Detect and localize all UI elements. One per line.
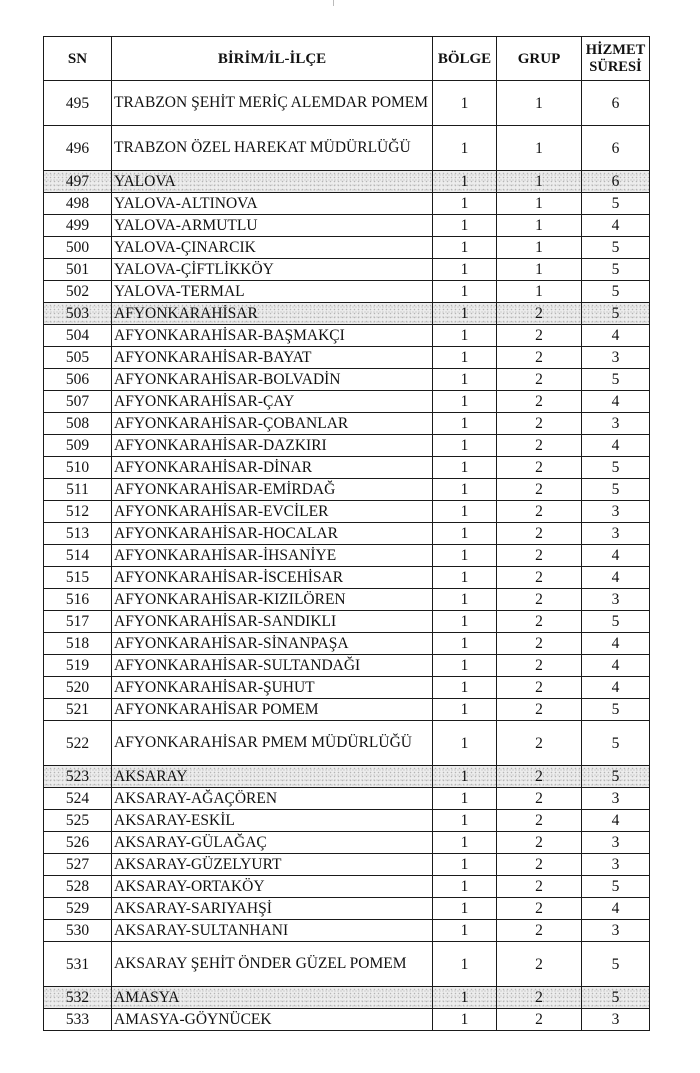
row-unit-name: AFYONKARAHİSAR	[112, 303, 433, 325]
row-unit-name: YALOVA-TERMAL	[112, 281, 433, 303]
table-row	[44, 347, 650, 369]
row-unit-name: AMASYA-GÖYNÜCEK	[112, 1009, 433, 1031]
table-row	[44, 920, 650, 942]
row-region: 1	[433, 369, 497, 391]
row-region: 1	[433, 854, 497, 876]
row-unit-name: AKSARAY	[112, 766, 433, 788]
row-service-duration: 4	[582, 677, 650, 699]
table-row	[44, 677, 650, 699]
row-group: 1	[497, 237, 582, 259]
row-sn: 532	[44, 987, 112, 1009]
row-unit-name: YALOVA-ÇİFTLİKKÖY	[112, 259, 433, 281]
row-sn: 515	[44, 567, 112, 589]
row-sn: 513	[44, 523, 112, 545]
table-row	[44, 259, 650, 281]
row-unit-name: AFYONKARAHİSAR POMEM	[112, 699, 433, 721]
row-unit-name: AFYONKARAHİSAR-SANDIKLI	[112, 611, 433, 633]
table-row	[44, 413, 650, 435]
row-group: 1	[497, 281, 582, 303]
table-row	[44, 832, 650, 854]
row-unit-name: AKSARAY-SARIYAHŞİ	[112, 898, 433, 920]
table-row	[44, 303, 650, 325]
row-sn: 521	[44, 699, 112, 721]
table-row	[44, 325, 650, 347]
row-region: 1	[433, 126, 497, 171]
row-group: 2	[497, 303, 582, 325]
row-unit-name: YALOVA-ALTINOVA	[112, 193, 433, 215]
row-service-duration: 5	[582, 987, 650, 1009]
row-service-duration: 3	[582, 413, 650, 435]
row-group: 2	[497, 457, 582, 479]
row-unit-name: TRABZON ŞEHİT MERİÇ ALEMDAR POMEM	[112, 81, 433, 126]
row-unit-name: AFYONKARAHİSAR-EVCİLER	[112, 501, 433, 523]
row-region: 1	[433, 788, 497, 810]
row-sn: 522	[44, 721, 112, 766]
table-row	[44, 523, 650, 545]
row-region: 1	[433, 545, 497, 567]
row-group: 2	[497, 699, 582, 721]
row-group: 2	[497, 766, 582, 788]
header-group: GRUP	[497, 37, 582, 81]
row-service-duration: 5	[582, 281, 650, 303]
table-row	[44, 854, 650, 876]
row-service-duration: 4	[582, 545, 650, 567]
header-service-duration-line2: SÜRESİ	[589, 58, 642, 75]
table-row	[44, 876, 650, 898]
table-row	[44, 633, 650, 655]
row-unit-name: AFYONKARAHİSAR-İHSANİYE	[112, 545, 433, 567]
row-group: 2	[497, 788, 582, 810]
row-unit-name: AKSARAY-ESKİL	[112, 810, 433, 832]
row-group: 2	[497, 413, 582, 435]
row-region: 1	[433, 766, 497, 788]
row-group: 2	[497, 567, 582, 589]
row-service-duration: 4	[582, 215, 650, 237]
row-sn: 507	[44, 391, 112, 413]
row-unit-name: AFYONKARAHİSAR-BAYAT	[112, 347, 433, 369]
row-unit-name: AKSARAY-GÜLAĞAÇ	[112, 832, 433, 854]
row-unit-name: YALOVA-ÇINARCIK	[112, 237, 433, 259]
row-group: 1	[497, 126, 582, 171]
row-service-duration: 5	[582, 611, 650, 633]
table-row	[44, 237, 650, 259]
row-group: 2	[497, 942, 582, 987]
row-service-duration: 4	[582, 633, 650, 655]
row-unit-name: AMASYA	[112, 987, 433, 1009]
row-group: 2	[497, 987, 582, 1009]
row-sn: 516	[44, 589, 112, 611]
row-service-duration: 4	[582, 567, 650, 589]
row-unit-name: AFYONKARAHİSAR-BOLVADİN	[112, 369, 433, 391]
header-sn: SN	[44, 37, 112, 81]
row-group: 2	[497, 898, 582, 920]
table-row	[44, 567, 650, 589]
row-unit-name: AFYONKARAHİSAR-EMİRDAĞ	[112, 479, 433, 501]
header-unit-name: BİRİM/İL-İLÇE	[112, 37, 433, 81]
row-region: 1	[433, 677, 497, 699]
row-service-duration: 5	[582, 457, 650, 479]
row-group: 2	[497, 832, 582, 854]
table-row	[44, 501, 650, 523]
row-sn: 529	[44, 898, 112, 920]
row-region: 1	[433, 633, 497, 655]
row-unit-name: AFYONKARAHİSAR-ÇAY	[112, 391, 433, 413]
row-sn: 512	[44, 501, 112, 523]
row-group: 2	[497, 369, 582, 391]
row-group: 2	[497, 876, 582, 898]
unit-service-table	[43, 36, 650, 1031]
table-row	[44, 479, 650, 501]
row-region: 1	[433, 215, 497, 237]
row-service-duration: 3	[582, 920, 650, 942]
row-region: 1	[433, 479, 497, 501]
row-service-duration: 5	[582, 942, 650, 987]
row-sn: 519	[44, 655, 112, 677]
row-group: 2	[497, 920, 582, 942]
row-region: 1	[433, 523, 497, 545]
row-group: 2	[497, 501, 582, 523]
table-row	[44, 987, 650, 1009]
row-service-duration: 4	[582, 655, 650, 677]
row-region: 1	[433, 81, 497, 126]
row-unit-name: AFYONKARAHİSAR-SULTANDAĞI	[112, 655, 433, 677]
row-unit-name: YALOVA-ARMUTLU	[112, 215, 433, 237]
row-service-duration: 3	[582, 523, 650, 545]
table-row	[44, 898, 650, 920]
row-service-duration: 4	[582, 810, 650, 832]
row-region: 1	[433, 193, 497, 215]
row-unit-name: AKSARAY-GÜZELYURT	[112, 854, 433, 876]
table-row	[44, 369, 650, 391]
row-group: 2	[497, 325, 582, 347]
table-row	[44, 391, 650, 413]
table-row	[44, 699, 650, 721]
row-group: 2	[497, 391, 582, 413]
row-service-duration: 5	[582, 259, 650, 281]
row-region: 1	[433, 457, 497, 479]
row-group: 2	[497, 611, 582, 633]
row-service-duration: 3	[582, 788, 650, 810]
row-region: 1	[433, 942, 497, 987]
table-row	[44, 611, 650, 633]
row-region: 1	[433, 611, 497, 633]
row-sn: 502	[44, 281, 112, 303]
row-group: 2	[497, 854, 582, 876]
row-region: 1	[433, 435, 497, 457]
row-service-duration: 3	[582, 1009, 650, 1031]
row-region: 1	[433, 281, 497, 303]
row-unit-name: AKSARAY-ORTAKÖY	[112, 876, 433, 898]
row-unit-name: AFYONKARAHİSAR-HOCALAR	[112, 523, 433, 545]
row-sn: 518	[44, 633, 112, 655]
row-sn: 523	[44, 766, 112, 788]
row-group: 2	[497, 633, 582, 655]
row-unit-name: AFYONKARAHİSAR-KIZILÖREN	[112, 589, 433, 611]
row-unit-name: TRABZON ÖZEL HAREKAT MÜDÜRLÜĞÜ	[112, 126, 433, 171]
row-region: 1	[433, 303, 497, 325]
table-row	[44, 788, 650, 810]
row-service-duration: 3	[582, 832, 650, 854]
row-region: 1	[433, 920, 497, 942]
row-region: 1	[433, 501, 497, 523]
row-group: 2	[497, 545, 582, 567]
table-row	[44, 721, 650, 766]
row-region: 1	[433, 1009, 497, 1031]
row-sn: 531	[44, 942, 112, 987]
table-row	[44, 215, 650, 237]
row-group: 2	[497, 677, 582, 699]
row-sn: 528	[44, 876, 112, 898]
row-sn: 497	[44, 171, 112, 193]
row-service-duration: 3	[582, 347, 650, 369]
row-sn: 510	[44, 457, 112, 479]
row-service-duration: 3	[582, 589, 650, 611]
row-unit-name: YALOVA	[112, 171, 433, 193]
table-row	[44, 1009, 650, 1031]
row-sn: 527	[44, 854, 112, 876]
header-service-duration	[582, 37, 650, 81]
row-service-duration: 5	[582, 699, 650, 721]
row-region: 1	[433, 721, 497, 766]
row-region: 1	[433, 832, 497, 854]
table-row	[44, 126, 650, 171]
row-unit-name: AFYONKARAHİSAR-DAZKIRI	[112, 435, 433, 457]
row-sn: 500	[44, 237, 112, 259]
row-group: 2	[497, 1009, 582, 1031]
row-region: 1	[433, 655, 497, 677]
table-row	[44, 655, 650, 677]
row-service-duration: 6	[582, 81, 650, 126]
row-sn: 509	[44, 435, 112, 457]
row-service-duration: 4	[582, 391, 650, 413]
table-row	[44, 193, 650, 215]
row-group: 2	[497, 721, 582, 766]
row-sn: 524	[44, 788, 112, 810]
row-service-duration: 5	[582, 369, 650, 391]
row-service-duration: 6	[582, 171, 650, 193]
row-sn: 503	[44, 303, 112, 325]
row-group: 1	[497, 193, 582, 215]
table-header-row	[44, 37, 650, 81]
row-sn: 504	[44, 325, 112, 347]
row-region: 1	[433, 237, 497, 259]
row-region: 1	[433, 259, 497, 281]
row-service-duration: 4	[582, 435, 650, 457]
table-row	[44, 766, 650, 788]
table-row	[44, 545, 650, 567]
header-service-duration-line1: HİZMET	[585, 41, 646, 58]
row-region: 1	[433, 347, 497, 369]
row-service-duration: 5	[582, 237, 650, 259]
row-region: 1	[433, 898, 497, 920]
row-unit-name: AFYONKARAHİSAR PMEM MÜDÜRLÜĞÜ	[112, 721, 433, 766]
row-unit-name: AFYONKARAHİSAR-ÇOBANLAR	[112, 413, 433, 435]
row-unit-name: AFYONKARAHİSAR-SİNANPAŞA	[112, 633, 433, 655]
table-row	[44, 810, 650, 832]
row-sn: 530	[44, 920, 112, 942]
row-group: 1	[497, 81, 582, 126]
row-unit-name: AKSARAY-AĞAÇÖREN	[112, 788, 433, 810]
row-sn: 495	[44, 81, 112, 126]
row-group: 2	[497, 655, 582, 677]
row-unit-name: AFYONKARAHİSAR-BAŞMAKÇI	[112, 325, 433, 347]
row-region: 1	[433, 567, 497, 589]
table-row	[44, 281, 650, 303]
row-group: 2	[497, 589, 582, 611]
row-sn: 508	[44, 413, 112, 435]
row-sn: 496	[44, 126, 112, 171]
row-service-duration: 5	[582, 766, 650, 788]
table-row	[44, 942, 650, 987]
row-group: 1	[497, 259, 582, 281]
row-unit-name: AKSARAY-SULTANHANI	[112, 920, 433, 942]
row-region: 1	[433, 810, 497, 832]
row-service-duration: 5	[582, 876, 650, 898]
row-service-duration: 5	[582, 721, 650, 766]
table-row	[44, 457, 650, 479]
row-sn: 511	[44, 479, 112, 501]
table-row	[44, 589, 650, 611]
row-service-duration: 4	[582, 325, 650, 347]
table-row	[44, 435, 650, 457]
row-service-duration: 3	[582, 854, 650, 876]
row-service-duration: 3	[582, 501, 650, 523]
row-group: 2	[497, 523, 582, 545]
row-group: 2	[497, 810, 582, 832]
row-group: 2	[497, 479, 582, 501]
row-sn: 533	[44, 1009, 112, 1031]
row-region: 1	[433, 325, 497, 347]
row-sn: 498	[44, 193, 112, 215]
row-region: 1	[433, 876, 497, 898]
row-sn: 501	[44, 259, 112, 281]
row-service-duration: 5	[582, 193, 650, 215]
table-row	[44, 81, 650, 126]
row-region: 1	[433, 413, 497, 435]
row-group: 2	[497, 347, 582, 369]
row-sn: 505	[44, 347, 112, 369]
row-unit-name: AFYONKARAHİSAR-İSCEHİSAR	[112, 567, 433, 589]
header-region: BÖLGE	[433, 37, 497, 81]
row-service-duration: 5	[582, 479, 650, 501]
row-region: 1	[433, 699, 497, 721]
row-service-duration: 4	[582, 898, 650, 920]
row-service-duration: 6	[582, 126, 650, 171]
row-service-duration: 5	[582, 303, 650, 325]
row-sn: 526	[44, 832, 112, 854]
row-sn: 517	[44, 611, 112, 633]
row-region: 1	[433, 391, 497, 413]
row-region: 1	[433, 589, 497, 611]
row-group: 2	[497, 435, 582, 457]
row-region: 1	[433, 987, 497, 1009]
row-group: 1	[497, 215, 582, 237]
row-unit-name: AFYONKARAHİSAR-DİNAR	[112, 457, 433, 479]
row-unit-name: AFYONKARAHİSAR-ŞUHUT	[112, 677, 433, 699]
row-region: 1	[433, 171, 497, 193]
scan-mark	[333, 0, 334, 6]
table-body	[44, 81, 650, 1031]
row-sn: 506	[44, 369, 112, 391]
row-group: 1	[497, 171, 582, 193]
table-row	[44, 171, 650, 193]
row-sn: 525	[44, 810, 112, 832]
row-sn: 514	[44, 545, 112, 567]
row-sn: 520	[44, 677, 112, 699]
row-unit-name: AKSARAY ŞEHİT ÖNDER GÜZEL POMEM	[112, 942, 433, 987]
row-sn: 499	[44, 215, 112, 237]
